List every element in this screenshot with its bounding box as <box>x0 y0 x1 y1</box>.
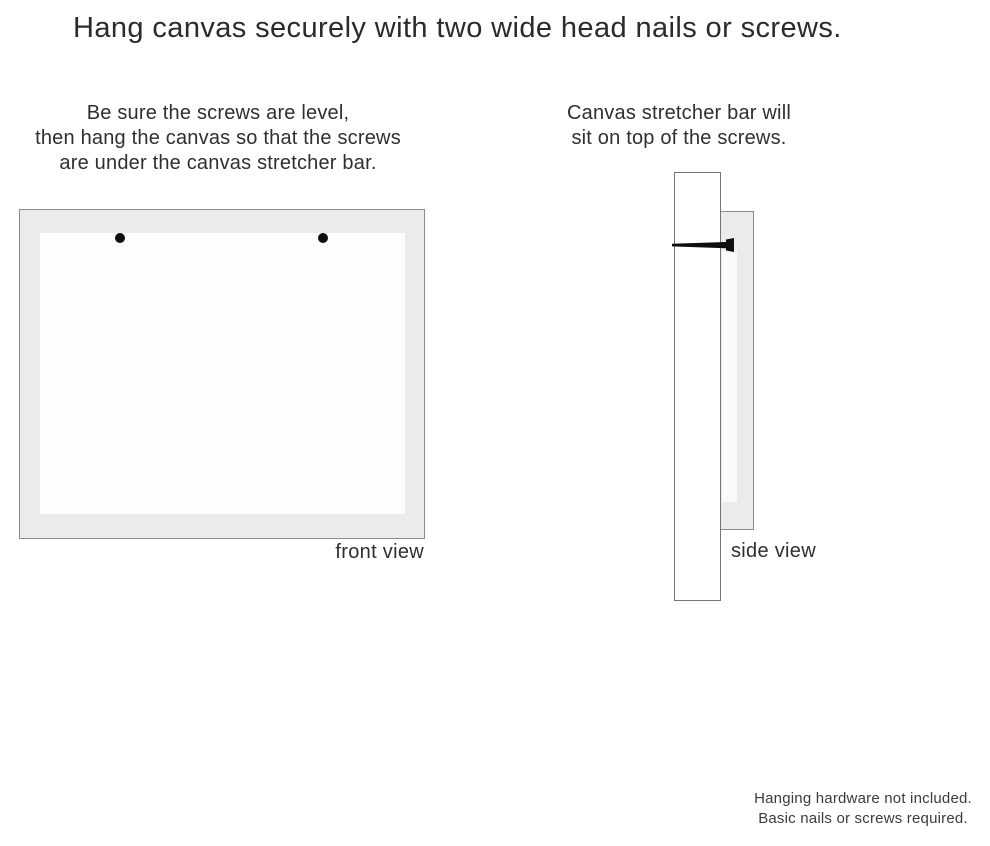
nail-icon <box>666 234 740 256</box>
instruction-line: are under the canvas stretcher bar. <box>59 152 377 174</box>
side-view-canvas-hollow <box>722 250 737 502</box>
screw-right-dot <box>318 233 328 243</box>
note-line: Hanging hardware not included. <box>754 790 972 807</box>
front-view-instruction <box>22 101 414 176</box>
side-view-instruction <box>529 101 829 151</box>
front-view-label: front view <box>335 541 424 563</box>
instruction-line: Be sure the screws are level, <box>86 102 350 124</box>
screw-left-dot <box>115 233 125 243</box>
page-title: Hang canvas securely with two wide head nails or screws. <box>73 12 842 44</box>
note-line: Basic nails or screws required. <box>758 810 968 827</box>
instruction-line: Canvas stretcher bar will <box>567 102 791 124</box>
canvas-front-face <box>40 233 405 514</box>
hardware-note <box>735 789 990 829</box>
front-view-diagram <box>19 209 425 539</box>
side-view-label: side view <box>731 540 816 562</box>
instruction-line: sit on top of the screws. <box>571 127 787 149</box>
side-view-canvas-bar <box>720 211 754 530</box>
instruction-line: then hang the canvas so that the screws <box>35 127 401 149</box>
